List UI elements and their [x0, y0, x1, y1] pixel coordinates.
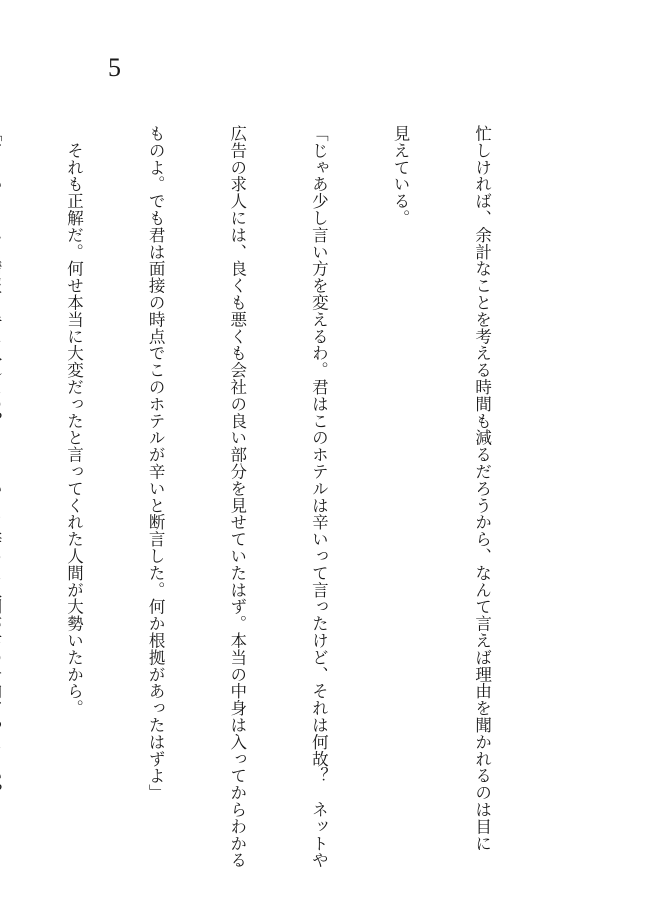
text-line	[0, 125, 6, 855]
page-number: 5	[108, 53, 121, 82]
body-text	[64, 125, 550, 869]
text-line: 見えている。	[390, 125, 410, 227]
text-line: それも正解だ。何せ本当に大変だったと言ってくれた人間が大勢いたから。	[64, 125, 84, 717]
text-line: 「じゃあ少し言い方を変えるわ。君はこのホテルは辛いって言ったけど、それは何故？ ネットや	[309, 125, 329, 869]
text-line: 広告の求人には、良くも悪くも会社の良い部分を見せていたはず。本当の中身は入ってからわかる	[227, 125, 247, 869]
text-line: 忙しければ、余計なことを考える時間も減るだろうから、なんて言えば理由を聞かれるのは目に	[472, 125, 492, 852]
text-line: ものよ。でも君は面接の時点でこのホテルが辛いと断言した。何か根拠があったはずよ」	[146, 125, 166, 801]
